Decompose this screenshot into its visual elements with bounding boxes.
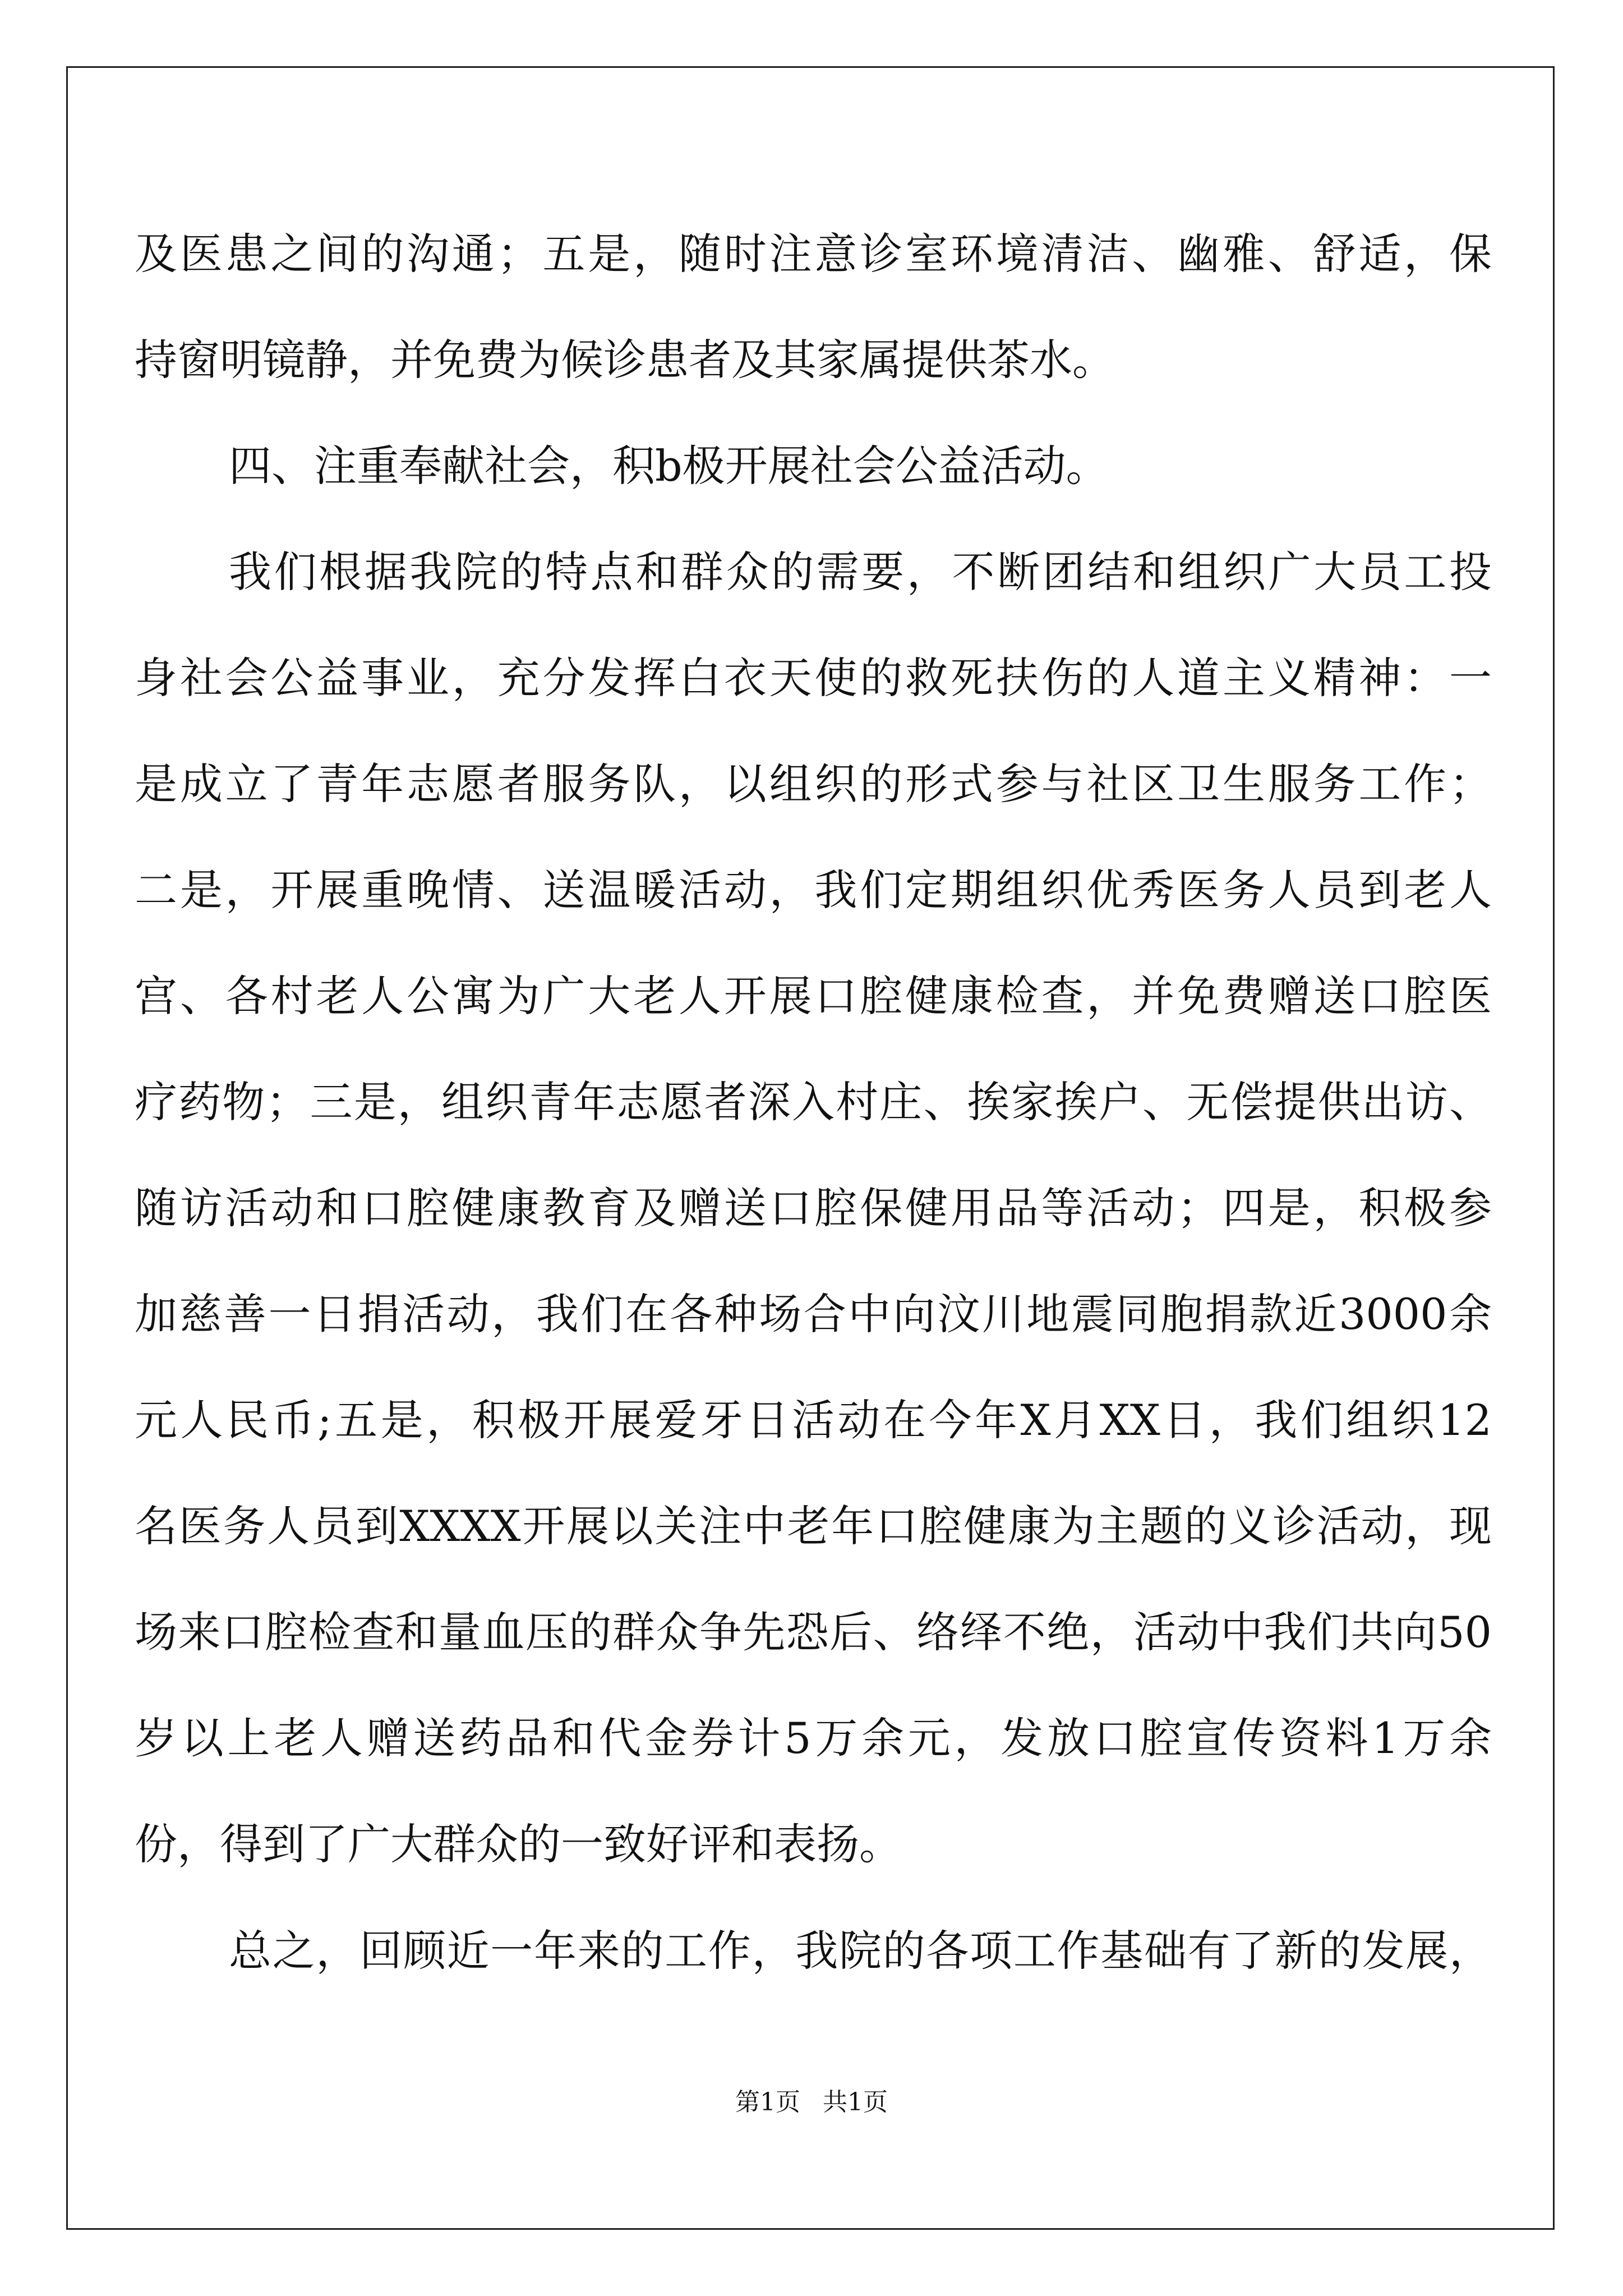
text-line: 名医务人员到XXXX开展以关注中老年口腔健康为主题的义诊活动，现 [135,1501,1492,1551]
text-line: 总之，回顾近一年来的工作，我院的各项工作基础有了新的发展， [229,1926,1492,1976]
text-line: 加慈善一日捐活动，我们在各种场合中向汶川地震同胞捐款近3000余 [135,1289,1492,1339]
text-line: 二是，开展重晚情、送温暖活动，我们定期组织优秀医务人员到老人 [135,865,1492,915]
text-line: 随访活动和口腔健康教育及赠送口腔保健用品等活动；四是，积极参 [135,1183,1492,1233]
text-line: 宫、各村老人公寓为广大老人开展口腔健康检查，并免费赠送口腔医 [135,971,1492,1021]
text-line: 及医患之间的沟通；五是，随时注意诊室环境清洁、幽雅、舒适，保 [135,229,1492,279]
page-border [66,66,1555,2230]
text-line: 身社会公益事业，充分发挥白衣天使的救死扶伤的人道主义精神：一 [135,653,1492,703]
page-total: 共1页 [823,2088,888,2116]
page-footer [0,2086,1623,2119]
text-line: 元人民币;五是，积极开展爱牙日活动在今年X月XX日，我们组织12 [135,1395,1492,1445]
text-line: 我们根据我院的特点和群众的需要，不断团结和组织广大员工投 [229,547,1492,597]
text-line: 是成立了青年志愿者服务队，以组织的形式参与社区卫生服务工作； [135,759,1492,809]
text-line: 份，得到了广大群众的一致好评和表扬。 [135,1819,902,1869]
page-number: 第1页 [735,2088,800,2116]
text-line: 持窗明镜静，并免费为候诊患者及其家属提供茶水。 [135,335,1115,385]
text-line: 场来口腔检查和量血压的群众争先恐后、络绎不绝，活动中我们共向50 [135,1607,1492,1657]
text-line: 岁以上老人赠送药品和代金券计5万余元，发放口腔宣传资料1万余 [135,1713,1492,1763]
text-line: 疗药物；三是，组织青年志愿者深入村庄、挨家挨户、无偿提供出访、 [135,1077,1492,1127]
section-heading: 四、注重奉献社会，积b极开展社会公益活动。 [229,441,1109,491]
